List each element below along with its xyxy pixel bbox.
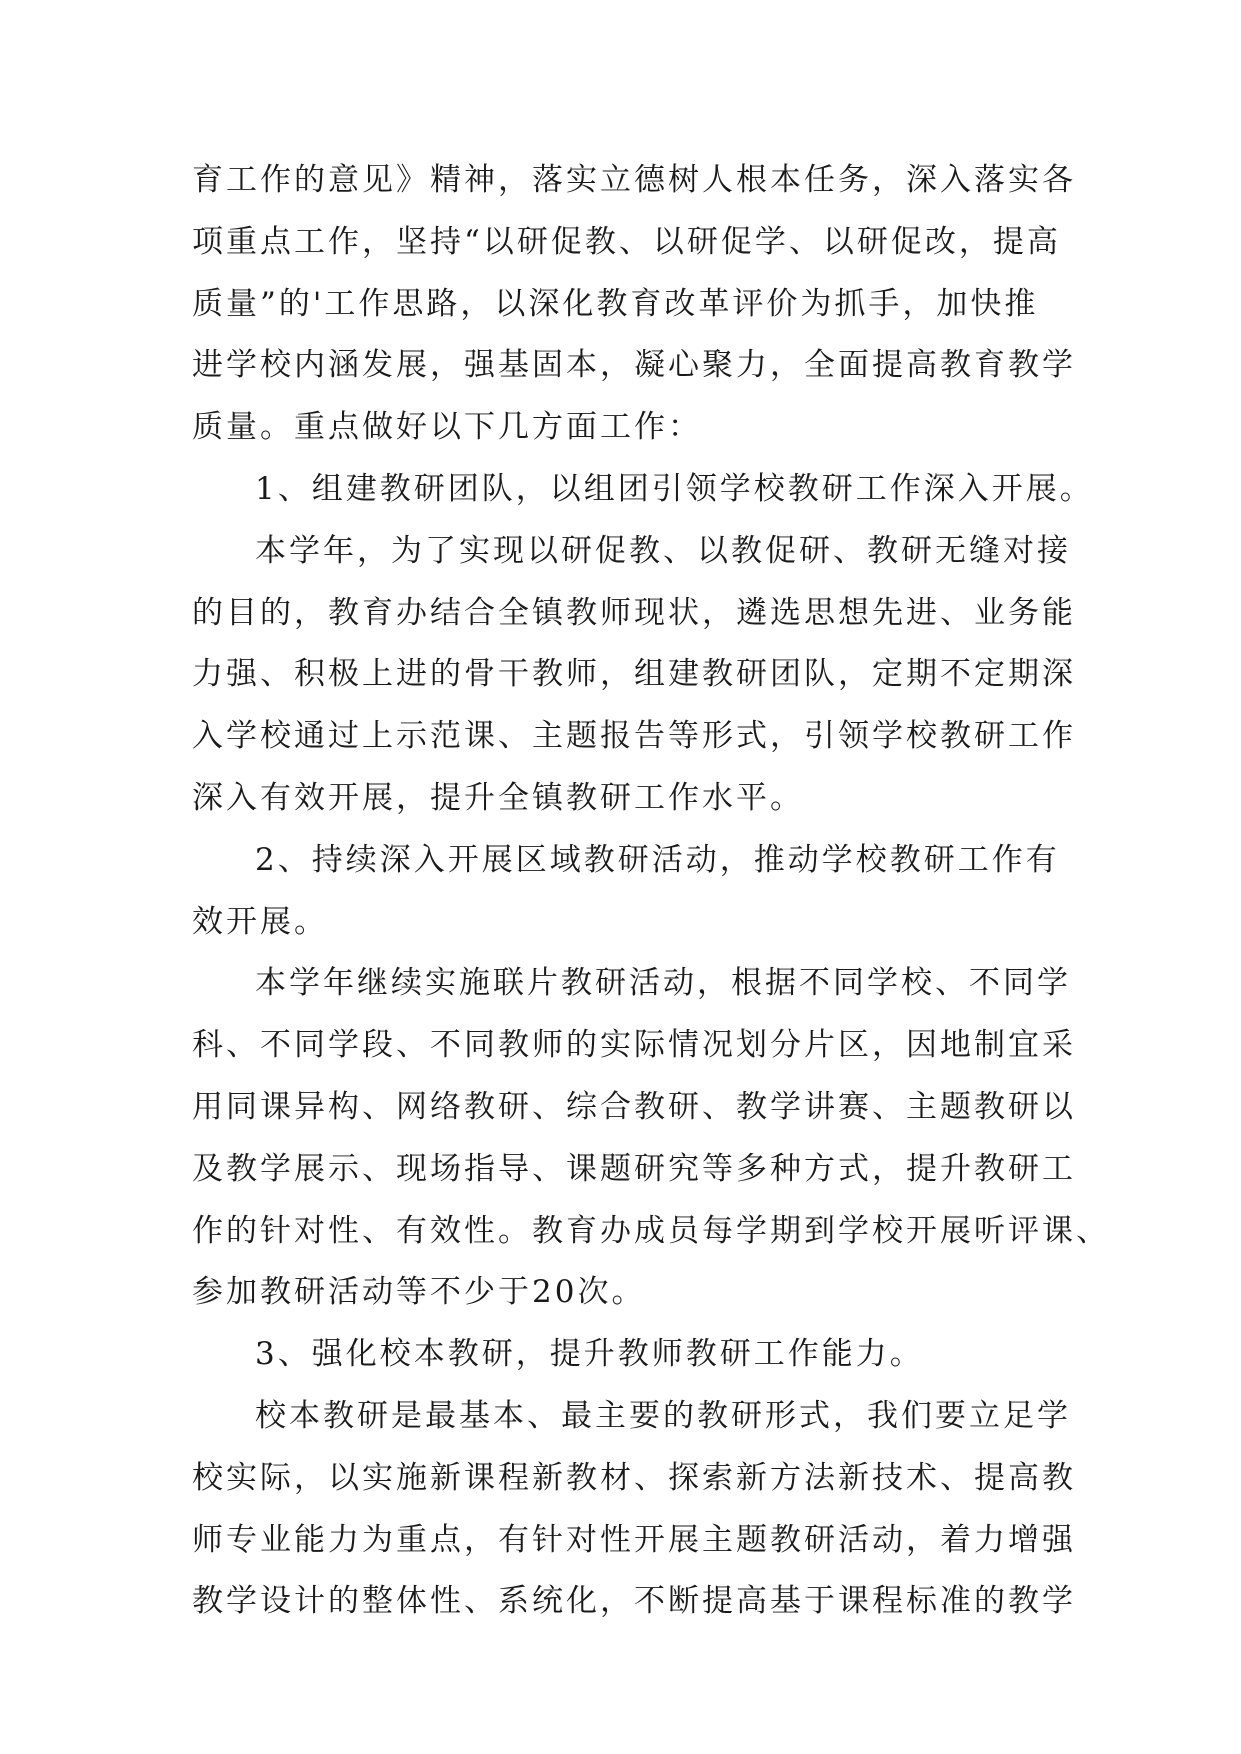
text-line: 师专业能力为重点，有针对性开展主题教研活动，着力增强 — [192, 1521, 1076, 1558]
text-line: 育工作的意见》精神，落实立德树人根本任务，深入落实各 — [192, 162, 1076, 198]
text-line: 作的针对性、有效性。教育办成员每学期到学校开展听评课、 — [192, 1212, 1110, 1249]
text-line: 进学校内涵发展，强基固本，凝心聚力，全面提高教育教学 — [192, 347, 1076, 384]
text-line: 用同课异构、网络教研、综合教研、教学讲赛、主题教研以 — [192, 1088, 1076, 1125]
text-line: 参加教研活动等不少于20次。 — [192, 1274, 646, 1311]
text-line: 质量。重点做好以下几方面工作： — [192, 409, 702, 446]
text-line: 质量”的'工作思路，以深化教育改革评价为抓手，加快推 — [192, 285, 1039, 322]
text-line: 效开展。 — [192, 903, 328, 940]
section-heading-1: 1、组建教研团队，以组团引领学校教研工作深入开展。 — [255, 470, 1094, 507]
text-line: 本学年继续实施联片教研活动，根据不同学校、不同学 — [255, 965, 1071, 1002]
text-line: 入学校通过上示范课、主题报告等形式，引领学校教研工作 — [192, 718, 1076, 755]
text-line: 深入有效开展，提升全镇教研工作水平。 — [192, 779, 804, 816]
text-line: 教学设计的整体性、系统化，不断提高基于课程标准的教学 — [192, 1583, 1076, 1620]
text-line: 及教学展示、现场指导、课题研究等多种方式，提升教研工 — [192, 1150, 1076, 1187]
text-line: 的目的，教育办结合全镇教师现状，遴选思想先进、业务能 — [192, 594, 1076, 631]
section-heading-2: 2、持续深入开展区域教研活动，推动学校教研工作有 — [255, 841, 1060, 878]
text-line: 力强、积极上进的骨干教师，组建教研团队，定期不定期深 — [192, 656, 1076, 693]
text-line: 科、不同学段、不同教师的实际情况划分片区，因地制宜采 — [192, 1027, 1076, 1064]
text-line: 项重点工作，坚持“以研促教、以研促学、以研促改，提高 — [192, 223, 1061, 260]
section-heading-3: 3、强化校本教研，提升教师教研工作能力。 — [255, 1336, 924, 1373]
text-line: 本学年，为了实现以研促教、以教促研、教研无缝对接 — [255, 532, 1071, 569]
body-text — [192, 150, 1110, 1633]
text-line: 校实际，以实施新课程新教材、探索新方法新技术、提高教 — [192, 1459, 1076, 1496]
text-line: 校本教研是最基本、最主要的教研形式，我们要立足学 — [255, 1397, 1071, 1434]
